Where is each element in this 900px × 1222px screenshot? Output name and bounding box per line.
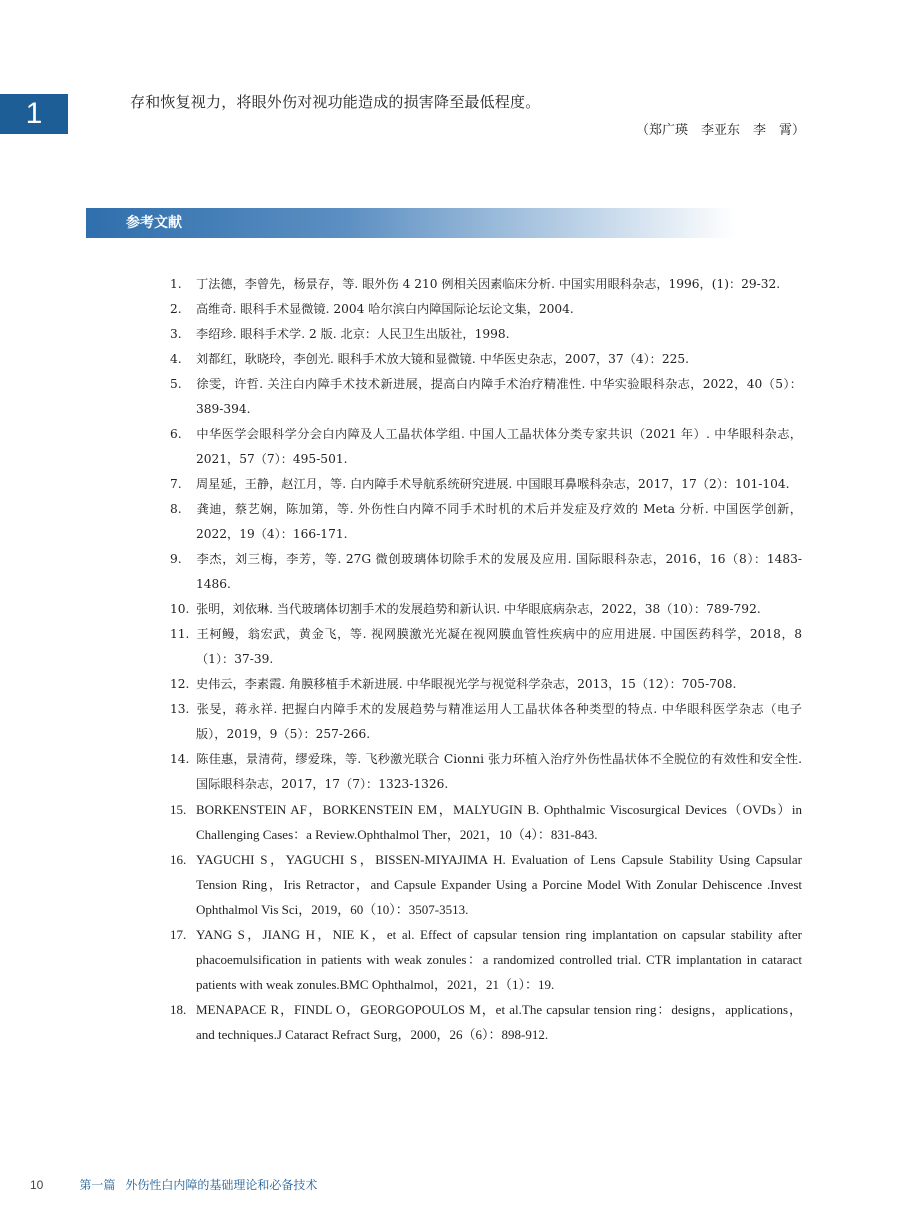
reference-number: 7.	[170, 477, 182, 491]
section-header-bar	[86, 208, 736, 238]
continuation-paragraph: 存和恢复视力，将眼外伤对视功能造成的损害降至最低程度。	[130, 93, 541, 111]
reference-text: MENAPACE R，FINDL O，GEORGOPOULOS M，et al.The capsular tension ring：designs，applications，and techniques.J Cataract Refract Surg，2000，26（6）：898-912.	[196, 1002, 802, 1042]
reference-text: YANG S，JIANG H，NIE K，et al. Effect of capsular tension ring implantation on capsular stability after phacoemulsification in patients with weak zonules：a randomized controlled trial. CTR implantation in cataract patients with weak zonules.BMC Ophthalmol，2021，21（1）：19.	[196, 927, 802, 992]
reference-text: 李杰，刘三梅，李芳，等. 27G 微创玻璃体切除手术的发展及应用. 国际眼科杂志，2016，16（8）：1483-1486.	[196, 552, 802, 591]
reference-number: 9.	[170, 552, 182, 566]
reference-item	[170, 922, 802, 997]
footer-part-title: 外伤性白内障的基础理论和必备技术	[125, 1178, 318, 1192]
reference-item	[170, 597, 802, 622]
reference-item	[170, 547, 802, 597]
reference-item	[170, 847, 802, 922]
reference-item	[170, 422, 802, 472]
page-number: 10	[30, 1178, 44, 1192]
reference-text: 王柯鳗，翁宏武，黄金飞，等. 视网膜激光光凝在视网膜血管性疾病中的应用进展. 中国医药科学，2018，8（1）：37-39.	[196, 627, 802, 666]
reference-text: 陈佳惠，景清荷，缪爱珠，等. 飞秒激光联合 Cionni 张力环植入治疗外伤性晶状体不全脱位的有效性和安全性. 国际眼科杂志，2017，17（7）：1323-1326.	[196, 752, 802, 791]
page-footer	[30, 1176, 317, 1193]
reference-text: YAGUCHI S，YAGUCHI S，BISSEN-MIYAJIMA H. Evaluation of Lens Capsule Stability Using Capsular Tension Ring，Iris Retractor，and Capsule Expander Using a Porcine Model With Zonular Dehiscence .Invest Ophthalmol Vis Sci，2019，60（10）：3507-3513.	[196, 852, 802, 917]
reference-text: 中华医学会眼科学分会白内障及人工晶状体学组. 中国人工晶状体分类专家共识（2021 年）. 中华眼科杂志，2021，57（7）：495-501.	[196, 427, 802, 466]
reference-text: BORKENSTEIN AF，BORKENSTEIN EM，MALYUGIN B. Ophthalmic Viscosurgical Devices（OVDs）in Challenging Cases：a Review.Ophthalmol Ther，2021，10（4）：831-843.	[196, 802, 802, 842]
reference-number: 10.	[170, 602, 190, 616]
reference-number: 8.	[170, 502, 182, 516]
reference-text: 张明，刘依琳. 当代玻璃体切割手术的发展趋势和新认识. 中华眼底病杂志，2022，38（10）：789-792.	[196, 602, 761, 616]
reference-item	[170, 347, 802, 372]
reference-number: 18.	[170, 1002, 187, 1017]
reference-list	[170, 272, 802, 1047]
reference-item	[170, 472, 802, 497]
reference-number: 13.	[170, 702, 190, 716]
chapter-tab: 1	[0, 94, 68, 134]
reference-item	[170, 372, 802, 422]
reference-number: 6.	[170, 427, 182, 441]
authors-line: （郑广瑛 李亚东 李 霄）	[635, 123, 805, 138]
reference-number: 1.	[170, 277, 182, 291]
reference-text: 张旻，蒋永祥. 把握白内障手术的发展趋势与精准运用人工晶状体各种类型的特点. 中华眼科医学杂志（电子版），2019，9（5）：257-266.	[196, 702, 802, 741]
reference-number: 16.	[170, 852, 187, 867]
reference-number: 12.	[170, 677, 190, 691]
reference-number: 5.	[170, 377, 182, 391]
reference-text: 周星延，王静，赵江月，等. 白内障手术导航系统研究进展. 中国眼耳鼻喉科杂志，2017，17（2）：101-104.	[196, 477, 790, 491]
reference-number: 3.	[170, 327, 182, 341]
reference-item	[170, 997, 802, 1047]
reference-text: 丁法德，李曾先，杨景存，等. 眼外伤 4 210 例相关因素临床分析. 中国实用眼科杂志，1996，(1)：29-32.	[196, 277, 781, 291]
reference-number: 17.	[170, 927, 187, 942]
reference-item	[170, 297, 802, 322]
reference-number: 14.	[170, 752, 190, 766]
reference-item	[170, 747, 802, 797]
reference-text: 龚迪，蔡艺娴，陈加第，等. 外伤性白内障不同手术时机的术后并发症及疗效的 Meta 分析. 中国医学创新，2022，19（4）：166-171.	[196, 502, 802, 541]
footer-part: 第一篇	[79, 1178, 116, 1192]
reference-text: 史伟云，李素霞. 角膜移植手术新进展. 中华眼视光学与视觉科学杂志，2013，15（12）：705-708.	[196, 677, 737, 691]
reference-text: 刘都红，耿晓玲，李创光. 眼科手术放大镜和显微镜. 中华医史杂志，2007，37（4）：225.	[196, 352, 689, 366]
section-title: 参考文献	[126, 215, 182, 231]
reference-text: 李绍珍. 眼科手术学. 2 版. 北京：人民卫生出版社，1998.	[196, 327, 510, 341]
reference-item	[170, 622, 802, 672]
reference-item	[170, 497, 802, 547]
reference-number: 4.	[170, 352, 182, 366]
reference-item	[170, 272, 802, 297]
reference-number: 2.	[170, 302, 182, 316]
reference-item	[170, 797, 802, 847]
reference-item	[170, 697, 802, 747]
reference-number: 11.	[170, 627, 190, 641]
reference-text: 徐雯，许哲. 关注白内障手术技术新进展，提高白内障手术治疗精准性. 中华实验眼科杂志，2022，40（5）：389-394.	[196, 377, 802, 416]
reference-item	[170, 322, 802, 347]
reference-item	[170, 672, 802, 697]
reference-number: 15.	[170, 802, 187, 817]
reference-text: 高维奇. 眼科手术显微镜. 2004 哈尔滨白内障国际论坛论文集，2004.	[196, 302, 574, 316]
